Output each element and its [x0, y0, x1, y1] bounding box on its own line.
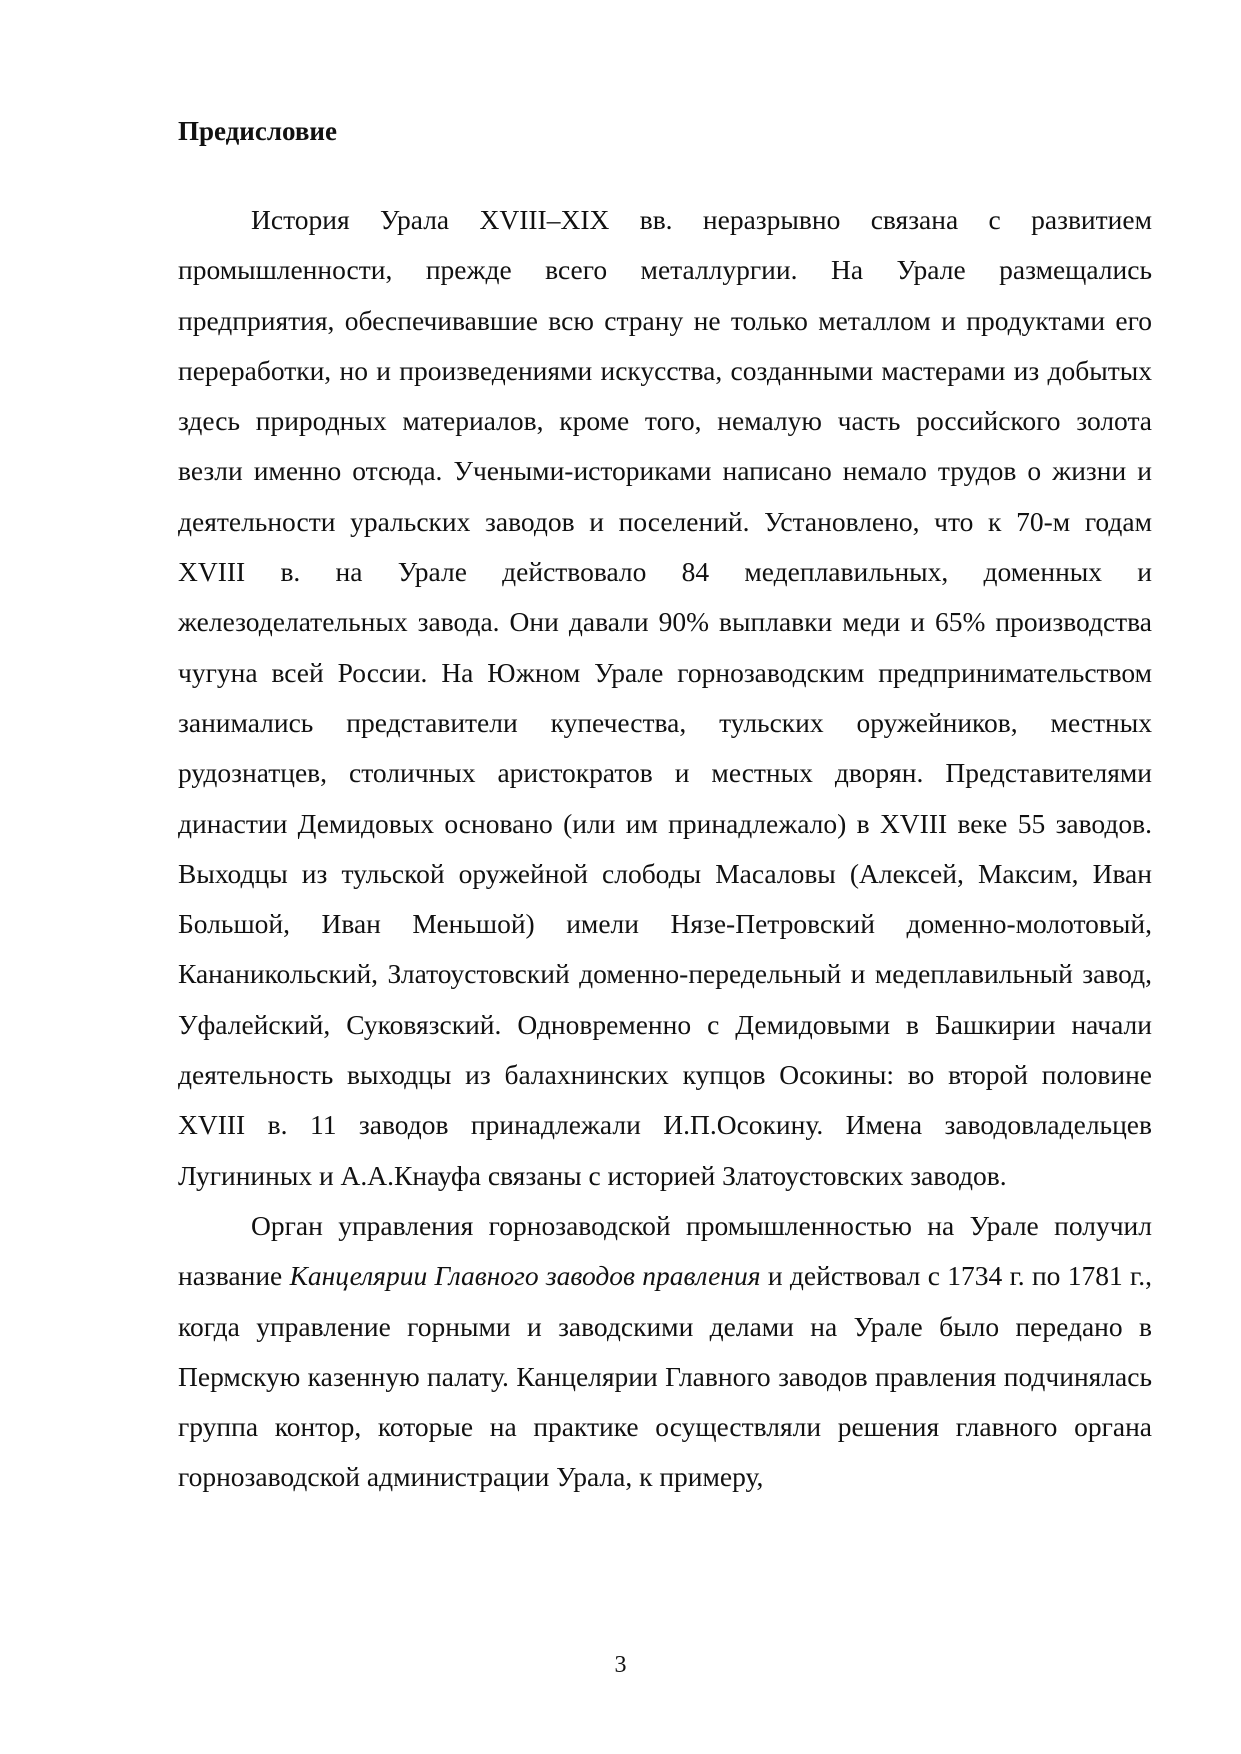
italic-term: Канцелярии Главного заводов правления [289, 1260, 761, 1292]
paragraph: История Урала XVIII–XIX вв. неразрывно связана с развитием промышленности, прежде всего металлургии. На Урале размещались предприятия, обеспечивавшие всю страну не только металлом и продуктами его переработки, но и произведениями искусства, созданными мастерами из добытых здесь природных материалов, кроме того, немалую часть российского золота везли именно отсюда. Учеными-историками написано немало трудов о жизни и деятельности уральских заводов и поселений. Установлено, что к 70-м годам XVIII в. на Урале действовало 84 медеплавильных, доменных и железоделательных завода. Они давали 90% выплавки меди и 65% производства чугуна всей России. На Южном Урале горнозаводским предпринимательством занимались представители купечества, тульских оружейников, местных рудознатцев, столичных аристократов и местных дворян. Представителями династии Демидовых основано (или им принадлежало) в XVIII веке 55 заводов. Выходцы из тульской оружейной слободы Масаловы (Алексей, Максим, Иван Большой, Иван Меньшой) имели Нязе-Петровский доменно-молотовый, Кананикольский, Златоустовский доменно-передельный и медеплавильный завод, Уфалейский, Суковязский. Одновременно с Демидовыми в Башкирии начали деятельность выходцы из балахнинских купцов Осокины: во второй половине XVIII в. 11 заводов принадлежали И.П.Осокину. Имена заводовладельцев Лугининых и А.А.Кнауфа связаны с историей Златоустовских заводов. [178, 204, 1152, 1191]
page-number: 3 [614, 1652, 627, 1678]
body-text [178, 195, 1152, 1503]
section-heading: Предисловие [178, 116, 337, 146]
paragraph [178, 1201, 1152, 1503]
paragraph-text: и действовал с 1734 г. по 1781 г., когда управление горными и заводскими делами на Урале было передано в Пермскую казенную палату. Канцелярии Главного заводов правления подчинялась группа контор, которые на практике осуществляли решения главного органа горнозаводской администрации Урала, к примеру, [178, 1260, 1152, 1493]
paragraph-text: Орган управления горнозаводской промышленностью на Урале получил название [178, 1209, 1152, 1292]
